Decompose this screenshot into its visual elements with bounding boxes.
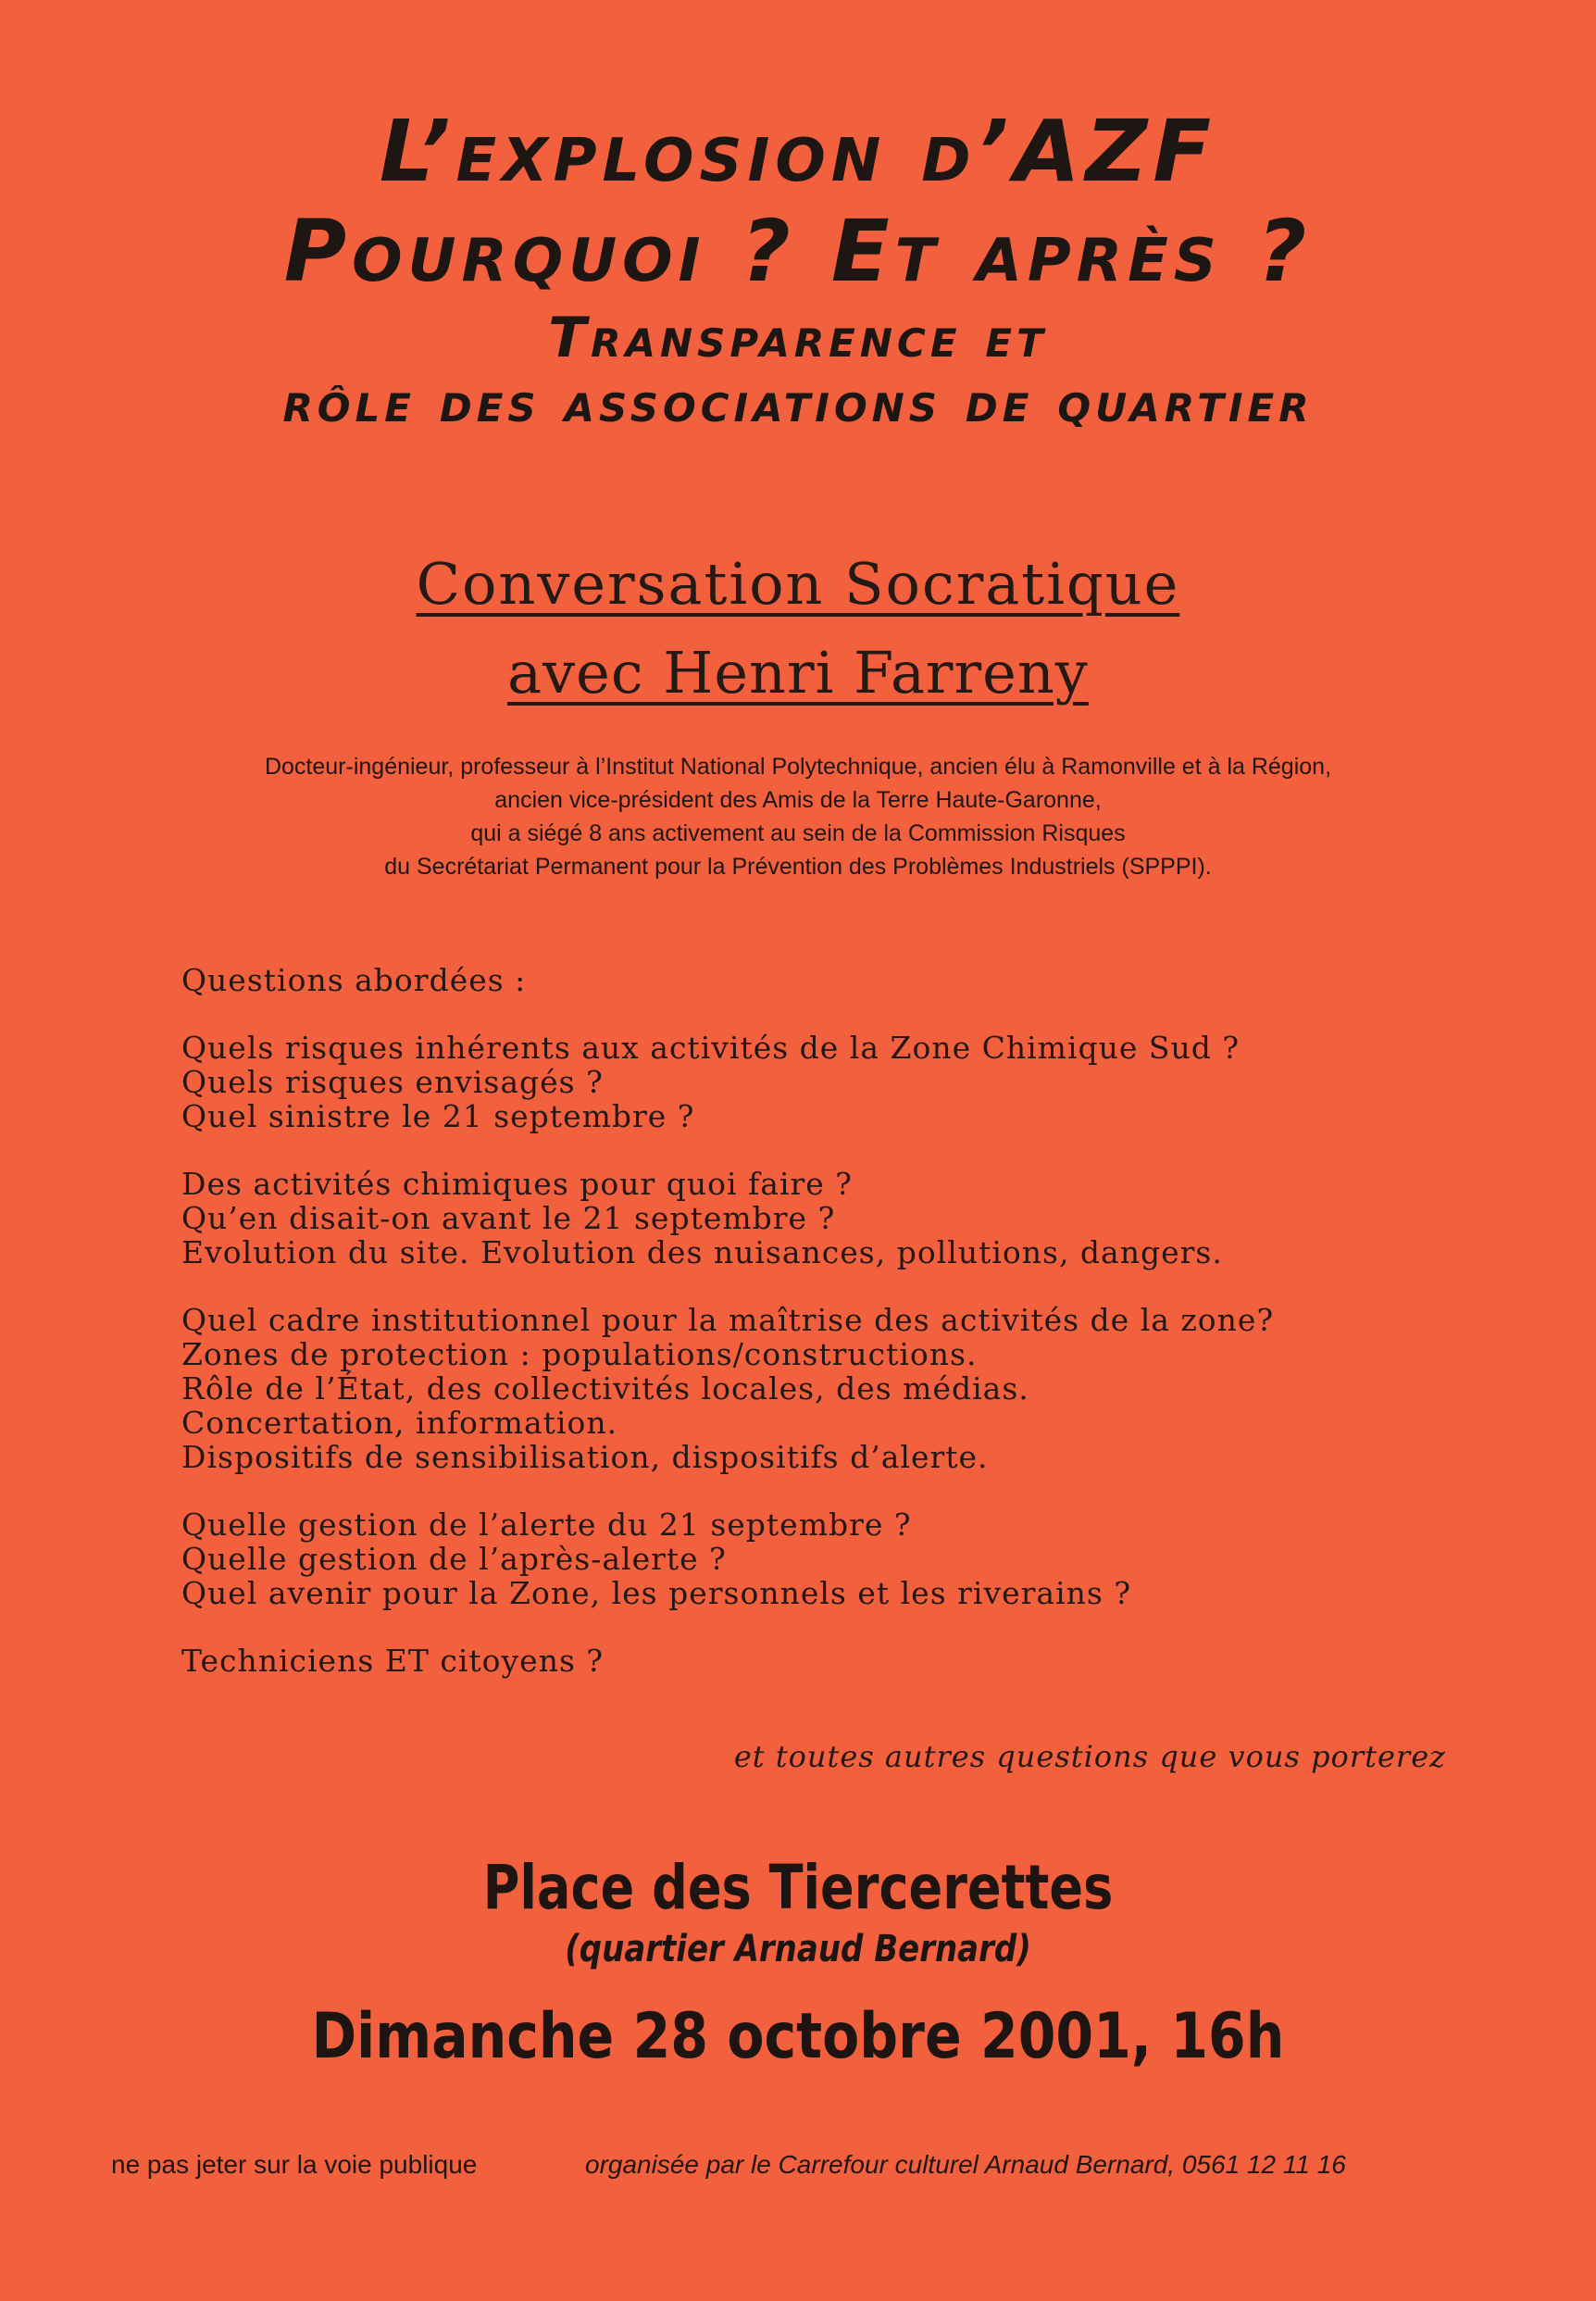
- event-date: Dimanche 28 octobre 2001, 16h: [311, 2000, 1285, 2073]
- question-line: Quelle gestion de l’après-alerte ?: [181, 1541, 727, 1577]
- question-line: Zones de protection : populations/constructions.: [181, 1336, 978, 1372]
- question-line: Quels risques envisagés ?: [181, 1064, 604, 1100]
- bio-line: Docteur-ingénieur, professeur à l’Institut National Polytechnique, ancien élu à Ramonville et à la Région,: [264, 754, 1332, 780]
- bio-line: qui a siégé 8 ans activement au sein de la Commission Risques: [470, 820, 1126, 846]
- question-line: Quel sinistre le 21 septembre ?: [181, 1098, 695, 1134]
- question-line: Qu’en disait-on avant le 21 septembre ?: [181, 1200, 836, 1236]
- question-line: Quel cadre institutionnel pour la maîtrise des activités de la zone?: [181, 1302, 1275, 1338]
- talk-title: [0, 550, 1596, 618]
- footer-notice: ne pas jeter sur la voie publique: [111, 2150, 478, 2179]
- question-line: Des activités chimiques pour quoi faire ?: [181, 1166, 853, 1202]
- event-district: (quartier Arnaud Bernard): [565, 1928, 1031, 1970]
- bio-line: du Secrétariat Permanent pour la Prévention des Problèmes Industriels (SPPPI).: [384, 854, 1212, 880]
- headline-line-4: rôle des associations de quartier: [282, 370, 1314, 435]
- question-line: Dispositifs de sensibilisation, dispositifs d’alerte.: [181, 1439, 989, 1475]
- talk-speaker-text: avec Henri Farreny: [507, 639, 1089, 707]
- speaker-bio: [0, 750, 1596, 883]
- question-line: Quels risques inhérents aux activités de la Zone Chimique Sud ?: [181, 1030, 1241, 1066]
- headline-line-3: Transparence et: [548, 306, 1048, 370]
- questions-section: [181, 963, 1496, 1678]
- bio-line: ancien vice-président des Amis de la Terre Haute-Garonne,: [494, 787, 1102, 813]
- question-line: Quel avenir pour la Zone, les personnels et les riverains ?: [181, 1575, 1132, 1611]
- headline-line-1: L’explosion d’AZF: [379, 102, 1217, 201]
- event-venue: Place des Tiercerettes: [482, 1852, 1114, 1923]
- question-line: Concertation, information.: [181, 1405, 618, 1441]
- footer-organizer: organisée par le Carrefour culturel Arnaud Bernard, 0561 12 11 16: [585, 2150, 1346, 2179]
- question-line: Techniciens ET citoyens ?: [181, 1643, 605, 1679]
- question-line: Evolution du site. Evolution des nuisances, pollutions, dangers.: [181, 1234, 1223, 1270]
- talk-title-text: Conversation Socratique: [416, 550, 1180, 618]
- talk-speaker: [0, 639, 1596, 707]
- closing-note: et toutes autres questions que vous porterez: [733, 1739, 1446, 1774]
- headline-line-2: Pourquoi ? Et après ?: [283, 202, 1313, 301]
- question-line: Rôle de l’État, des collectivités locales, des médias.: [181, 1370, 1029, 1407]
- question-line: Quelle gestion de l’alerte du 21 septembre ?: [181, 1507, 912, 1543]
- questions-heading: Questions abordées :: [181, 962, 527, 998]
